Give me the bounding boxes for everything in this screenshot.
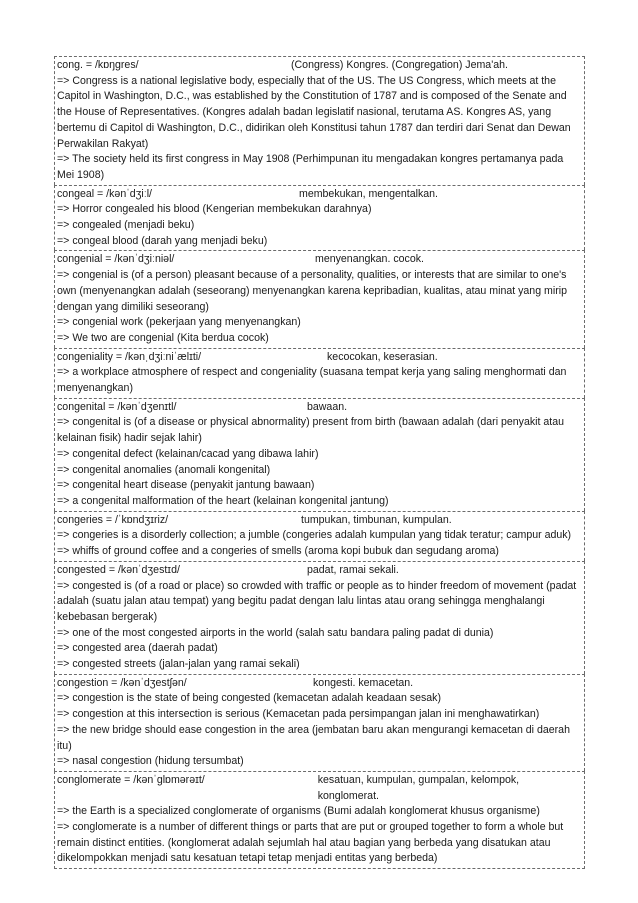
example-line: => nasal congestion (hidung tersumbat) — [57, 755, 244, 768]
dictionary-entry — [54, 348, 585, 398]
example-line: => Congress is a national legislative body, especially that of the US. The US Congress, which meets at the Capitol in Washington, D.C., was established by the Constitution of 1787 and is composed of the Senate and the House of Representatives. (Kongres adalah badan legislatif nasional, terutama AS. Kongres AS, yang bertemu di Capitol di Washington, D.C., didirikan oleh Konstitusi tahun 1787 dan terdiri dari Senat dan Dewan Perwakilan Rakyat) — [57, 74, 571, 150]
headword: congestion = /kənˈdʒestʃən/ — [57, 676, 187, 689]
dictionary-entry — [54, 561, 585, 674]
example-line: => congenial work (pekerjaan yang menyenangkan) — [57, 316, 301, 329]
example-line: => congenial is (of a person) pleasant because of a personality, qualities, or interests that are similar to one's own (menyenangkan adalah (seseorang) menyenangkan karena kepribadian, kualitas, atau minat yang mirip dengan yang dimiliki seseorang) — [57, 269, 567, 313]
dictionary-entry — [54, 56, 585, 185]
entry-header — [57, 350, 582, 366]
example-line: => congenital is (of a disease or physical abnormality) present from birth (bawaan adalah (dari penyakit atau kelainan fisik) hadir sejak lahir) — [57, 416, 565, 445]
example-line: => congested area (daerah padat) — [57, 642, 218, 655]
translation: padat, ramai sekali. — [307, 563, 399, 576]
headword: congeal = /kənˈdʒiːl/ — [57, 187, 152, 200]
example-line: => congenital anomalies (anomali kongenital) — [57, 463, 271, 476]
translation: tumpukan, timbunan, kumpulan. — [301, 513, 452, 526]
dictionary-sheet — [54, 56, 585, 869]
example-line: => congenital defect (kelainan/cacad yang dibawa lahir) — [57, 447, 319, 460]
entry-header — [57, 400, 582, 416]
example-line: => a workplace atmosphere of respect and congeniality (suasana tempat kerja yang saling menghormati dan menyenangkan) — [57, 366, 567, 395]
dictionary-entry — [54, 771, 585, 869]
translation: (Congress) Kongres. (Congregation) Jema'ah. — [291, 59, 508, 71]
example-line: => conglomerate is a number of different things or parts that are put or grouped together to form a whole but remain distinct entities. (konglomerat adalah sejumlah hal atau bagian yang berbeda yang disatukan atau dikelompokkan menjadi satu kesatuan tetapi tetap menjadi entitas yang berbeda) — [57, 821, 564, 865]
example-line: => The society held its first congress in May 1908 (Perhimpunan itu mengadakan kongres pertamanya pada Mei 1908) — [57, 153, 564, 181]
example-line: => the Earth is a specialized conglomerate of organisms (Bumi adalah konglomerat khusus organisme) — [57, 805, 540, 818]
dictionary-entry — [54, 398, 585, 511]
dictionary-entry — [54, 185, 585, 251]
entry-header — [57, 676, 582, 692]
example-line: => whiffs of ground coffee and a congeries of smells (aroma kopi bubuk dan segudang aroma) — [57, 545, 499, 558]
example-line: => congeal blood (darah yang menjadi beku) — [57, 234, 268, 247]
entry-header — [57, 563, 582, 579]
example-line: => Horror congealed his blood (Kengerian membekukan darahnya) — [57, 203, 372, 216]
entry-header — [57, 773, 582, 804]
example-line: => congealed (menjadi beku) — [57, 219, 195, 232]
dictionary-entry — [54, 674, 585, 771]
example-line: => congested streets (jalan-jalan yang ramai sekali) — [57, 658, 300, 671]
translation: kecocokan, keserasian. — [327, 350, 438, 363]
entry-header — [57, 187, 582, 203]
entry-header — [57, 513, 582, 529]
translation: menyenangkan. cocok. — [315, 253, 424, 266]
translation: kesatuan, kumpulan, gumpalan, kelompok, konglomerat. — [317, 773, 520, 802]
example-line: => congested is (of a road or place) so crowded with traffic or people as to hinder freedom of movement (padat adalah (suatu jalan atau tempat) yang begitu padat dengan lalu lintas atau orang sehingga menghalangi kebebasan bergerak) — [57, 579, 577, 623]
headword: congeniality = /kənˌdʒiːniˈælɪti/ — [57, 350, 202, 363]
example-line: => congestion is the state of being congested (kemacetan adalah keadaan sesak) — [57, 692, 441, 705]
example-line: => one of the most congested airports in the world (salah satu bandara paling padat di dunia) — [57, 626, 494, 639]
translation: bawaan. — [307, 400, 348, 413]
dictionary-entry — [54, 511, 585, 561]
example-line: => a congenital malformation of the heart (kelainan kongenital jantung) — [57, 494, 389, 507]
example-line: => congestion at this intersection is serious (Kemacetan pada persimpangan jalan ini menghawatirkan) — [57, 708, 540, 721]
example-line: => We two are congenial (Kita berdua cocok) — [57, 331, 269, 344]
translation: kongesti. kemacetan. — [313, 676, 414, 689]
entry-header — [57, 58, 582, 74]
dictionary-entry — [54, 250, 585, 347]
headword: cong. = /kɒŋgres/ — [57, 59, 139, 71]
headword: conglomerate = /kənˈglɒmərəɪt/ — [57, 773, 205, 786]
translation: membekukan, mengentalkan. — [299, 187, 438, 200]
example-line: => the new bridge should ease congestion in the area (jembatan baru akan mengurangi kemacetan di daerah itu) — [57, 723, 570, 752]
headword: congenial = /kənˈdʒiːniəl/ — [57, 253, 175, 266]
headword: congested = /kənˈdʒestɪd/ — [57, 563, 180, 576]
headword: congeries = /ˈkɒndʒɪriz/ — [57, 513, 169, 526]
entry-header — [57, 252, 582, 268]
example-line: => congenital heart disease (penyakit jantung bawaan) — [57, 479, 315, 492]
headword: congenital = /kənˈdʒenɪtl/ — [57, 400, 177, 413]
example-line: => congeries is a disorderly collection; a jumble (congeries adalah kumpulan yang tidak teratur; campur aduk) — [57, 529, 572, 542]
